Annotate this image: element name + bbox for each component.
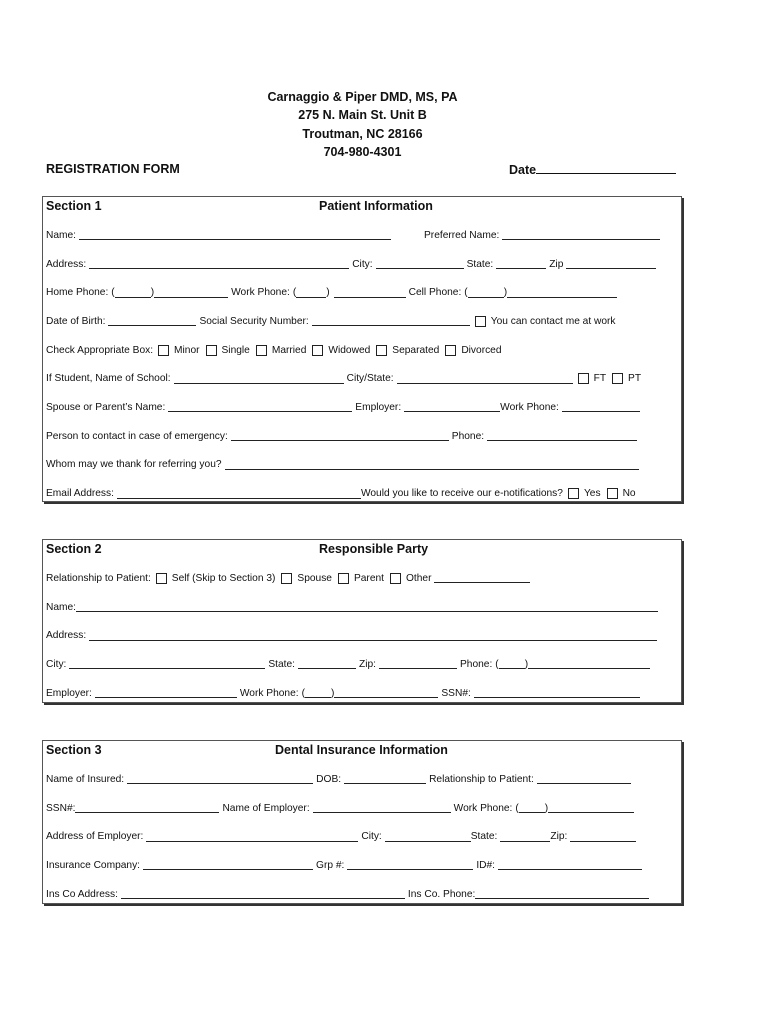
label-employer-address: Address of Employer: [46, 831, 144, 843]
label-state: State: [466, 258, 494, 270]
insured-work-area-code[interactable] [519, 803, 545, 813]
label-zip: Zip [549, 258, 564, 270]
label-ssn: Social Security Number: [199, 315, 309, 327]
label-city-state: City/State: [346, 373, 394, 385]
label-ins-zip: Zip: [550, 831, 568, 843]
practice-city: Troutman, NC 28166 [302, 126, 423, 141]
row-insured-ssn: SSN#: Name of Employer: Work Phone: ( ) [43, 794, 681, 823]
separated-checkbox[interactable] [376, 345, 387, 356]
section-patient-information [42, 196, 682, 502]
label-no: No [622, 488, 636, 500]
row-address [43, 250, 681, 279]
name-field[interactable] [79, 230, 391, 240]
label-separated: Separated [392, 344, 440, 356]
dob-field[interactable] [108, 316, 196, 326]
ins-company-field[interactable] [143, 860, 313, 870]
practice-phone: 704-980-4301 [323, 144, 402, 159]
ssn-field[interactable] [312, 316, 470, 326]
widowed-checkbox[interactable] [312, 345, 323, 356]
employer-field[interactable] [404, 402, 500, 412]
rp-name-field[interactable] [76, 602, 658, 612]
row-rp-name [43, 593, 681, 622]
label-rp-employer: Employer: [46, 687, 92, 699]
id-field[interactable] [498, 860, 642, 870]
label-insured: Name of Insured: [46, 773, 125, 785]
section-title: Patient Information [319, 199, 433, 213]
insured-relationship-field[interactable] [537, 774, 631, 784]
single-checkbox[interactable] [206, 345, 217, 356]
label-relationship: Relationship to Patient: [46, 572, 151, 584]
row-marital-status [43, 336, 681, 365]
spouse-checkbox[interactable] [281, 573, 292, 584]
label-spouse-parent: Spouse or Parent’s Name: [46, 401, 166, 413]
label-insured-dob: DOB: [316, 773, 342, 785]
section-title: Responsible Party [319, 542, 429, 556]
label-emergency-phone: Phone: [451, 430, 485, 442]
row-email [43, 479, 681, 508]
row-ins-company [43, 851, 681, 880]
row-rp-employer: Employer: Work Phone: ( ) SSN#: [43, 679, 681, 708]
label-widowed: Widowed [328, 344, 371, 356]
label-self: Self (Skip to Section 3) [171, 572, 276, 584]
label-rp-zip: Zip: [359, 658, 376, 670]
label-home-phone: Home Phone: [46, 287, 109, 299]
grp-field[interactable] [347, 860, 473, 870]
row-ins-address [43, 880, 681, 909]
school-city-state-field[interactable] [397, 374, 573, 384]
home-area-code[interactable] [115, 288, 151, 298]
cell-area-code[interactable] [468, 288, 504, 298]
school-field[interactable] [174, 374, 344, 384]
label-address: Address: [46, 258, 87, 270]
row-employer-address [43, 822, 681, 851]
section-number: Section 2 [46, 542, 102, 556]
row-phones: Home Phone: ( ) Work Phone: ( ) Cell Phone: ( ) [43, 278, 681, 307]
married-checkbox[interactable] [256, 345, 267, 356]
label-other: Other [405, 572, 432, 584]
date-blank[interactable] [536, 162, 676, 174]
label-rp-name: Name: [46, 601, 77, 613]
label-check-box: Check Appropriate Box: [46, 344, 154, 356]
row-insured [43, 765, 681, 794]
label-city: City: [352, 258, 373, 270]
rp-address-field[interactable] [89, 631, 657, 641]
contact-at-work-checkbox[interactable] [475, 316, 486, 327]
section-number: Section 1 [46, 199, 102, 213]
insured-work-phone-field[interactable] [548, 803, 634, 813]
label-referral: Whom may we thank for referring you? [46, 459, 222, 471]
spouse-parent-field[interactable] [168, 402, 352, 412]
minor-checkbox[interactable] [158, 345, 169, 356]
home-phone-field[interactable] [154, 288, 228, 298]
rp-employer-field[interactable] [95, 688, 237, 698]
section-dental-insurance [42, 740, 682, 904]
practice-header [0, 88, 725, 161]
insured-ssn-field[interactable] [75, 803, 219, 813]
emergency-phone-field[interactable] [487, 431, 637, 441]
label-insured-relationship: Relationship to Patient: [429, 773, 534, 785]
label-rp-ssn: SSN#: [441, 687, 471, 699]
label-employer-work-phone: Work Phone: [500, 401, 559, 413]
referral-field[interactable] [225, 460, 639, 470]
label-insured-work-phone: Work Phone: [453, 802, 513, 814]
label-minor: Minor [174, 344, 200, 356]
state-field[interactable] [496, 259, 546, 269]
label-yes: Yes [583, 488, 601, 500]
row-rp-address [43, 621, 681, 650]
date-label: Date [509, 163, 537, 177]
row-name [43, 221, 681, 250]
label-insured-ssn: SSN#: [46, 802, 76, 814]
employer-address-field[interactable] [146, 832, 358, 842]
row-rp-city: City: State: Zip: Phone: ( ) [43, 650, 681, 679]
insured-name-field[interactable] [127, 774, 313, 784]
row-emergency [43, 422, 681, 451]
label-rp-work-phone: Work Phone: [239, 687, 299, 699]
practice-street: 275 N. Main St. Unit B [298, 108, 427, 123]
label-married: Married [271, 344, 307, 356]
ins-phone-field[interactable] [475, 889, 649, 899]
enotify-yes-checkbox[interactable] [568, 488, 579, 499]
label-enotify: Would you like to receive our e-notifications? [360, 488, 563, 500]
row-relationship [43, 564, 681, 593]
label-spouse: Spouse [297, 572, 332, 584]
ins-address-field[interactable] [121, 889, 405, 899]
section-number: Section 3 [46, 743, 102, 757]
label-id: ID#: [476, 859, 496, 871]
rp-work-area-code[interactable] [305, 688, 331, 698]
employer-city-field[interactable] [385, 832, 471, 842]
city-field[interactable] [376, 259, 464, 269]
row-dob-ssn [43, 307, 681, 336]
label-rp-address: Address: [46, 630, 87, 642]
label-ins-phone: Ins Co. Phone: [407, 888, 476, 900]
work-phone-field[interactable] [334, 288, 406, 298]
employer-zip-field[interactable] [570, 832, 636, 842]
label-employer-name: Name of Employer: [222, 802, 310, 814]
employer-state-field[interactable] [500, 832, 550, 842]
pt-checkbox[interactable] [612, 373, 623, 384]
label-grp: Grp #: [316, 859, 345, 871]
parent-checkbox[interactable] [338, 573, 349, 584]
label-ins-city: City: [361, 831, 382, 843]
label-ft: FT [593, 373, 607, 385]
label-emergency: Person to contact in case of emergency: [46, 430, 228, 442]
row-spouse-parent [43, 393, 681, 422]
label-school: If Student, Name of School: [46, 373, 171, 385]
address-field[interactable] [89, 259, 349, 269]
divorced-checkbox[interactable] [445, 345, 456, 356]
employer-work-phone-field[interactable] [562, 402, 640, 412]
zip-field[interactable] [566, 259, 656, 269]
row-referral [43, 451, 681, 480]
label-cell-phone: Cell Phone: [408, 287, 462, 299]
label-ins-address: Ins Co Address: [46, 888, 118, 900]
label-rp-city: City: [46, 658, 67, 670]
ft-checkbox[interactable] [578, 373, 589, 384]
rp-area-code[interactable] [499, 659, 525, 669]
cell-phone-field[interactable] [507, 288, 617, 298]
label-name: Name: [46, 229, 77, 241]
rp-work-phone-field[interactable] [334, 688, 438, 698]
preferred-name-field[interactable] [502, 230, 660, 240]
other-field[interactable] [434, 573, 530, 583]
label-pt: PT [628, 373, 642, 385]
self-checkbox[interactable] [156, 573, 167, 584]
label-rp-state: State: [268, 658, 295, 670]
insured-dob-field[interactable] [344, 774, 426, 784]
rp-zip-field[interactable] [379, 659, 457, 669]
emergency-contact-field[interactable] [231, 431, 449, 441]
rp-ssn-field[interactable] [474, 688, 640, 698]
other-checkbox[interactable] [390, 573, 401, 584]
label-contact-at-work: You can contact me at work [490, 315, 616, 327]
section-responsible-party [42, 539, 682, 703]
label-parent: Parent [353, 572, 384, 584]
practice-name: Carnaggio & Piper DMD, MS, PA [267, 90, 458, 104]
label-dob: Date of Birth: [46, 315, 106, 327]
label-employer: Employer: [355, 401, 402, 413]
enotify-no-checkbox[interactable] [607, 488, 618, 499]
label-rp-phone: Phone: [459, 658, 493, 670]
rp-city-field[interactable] [69, 659, 265, 669]
date-field[interactable] [509, 162, 676, 177]
insured-employer-field[interactable] [313, 803, 451, 813]
rp-phone-field[interactable] [528, 659, 650, 669]
label-work-phone: Work Phone: [231, 287, 290, 299]
label-divorced: Divorced [461, 344, 502, 356]
label-ins-state: State: [470, 831, 498, 843]
row-school [43, 364, 681, 393]
rp-state-field[interactable] [298, 659, 356, 669]
work-area-code[interactable] [296, 288, 326, 298]
form-title: REGISTRATION FORM [46, 162, 180, 176]
section-title: Dental Insurance Information [275, 743, 448, 757]
label-single: Single [221, 344, 250, 356]
label-ins-company: Insurance Company: [46, 859, 141, 871]
label-email: Email Address: [46, 488, 114, 500]
label-preferred-name: Preferred Name: [424, 229, 500, 241]
email-field[interactable] [117, 489, 361, 499]
